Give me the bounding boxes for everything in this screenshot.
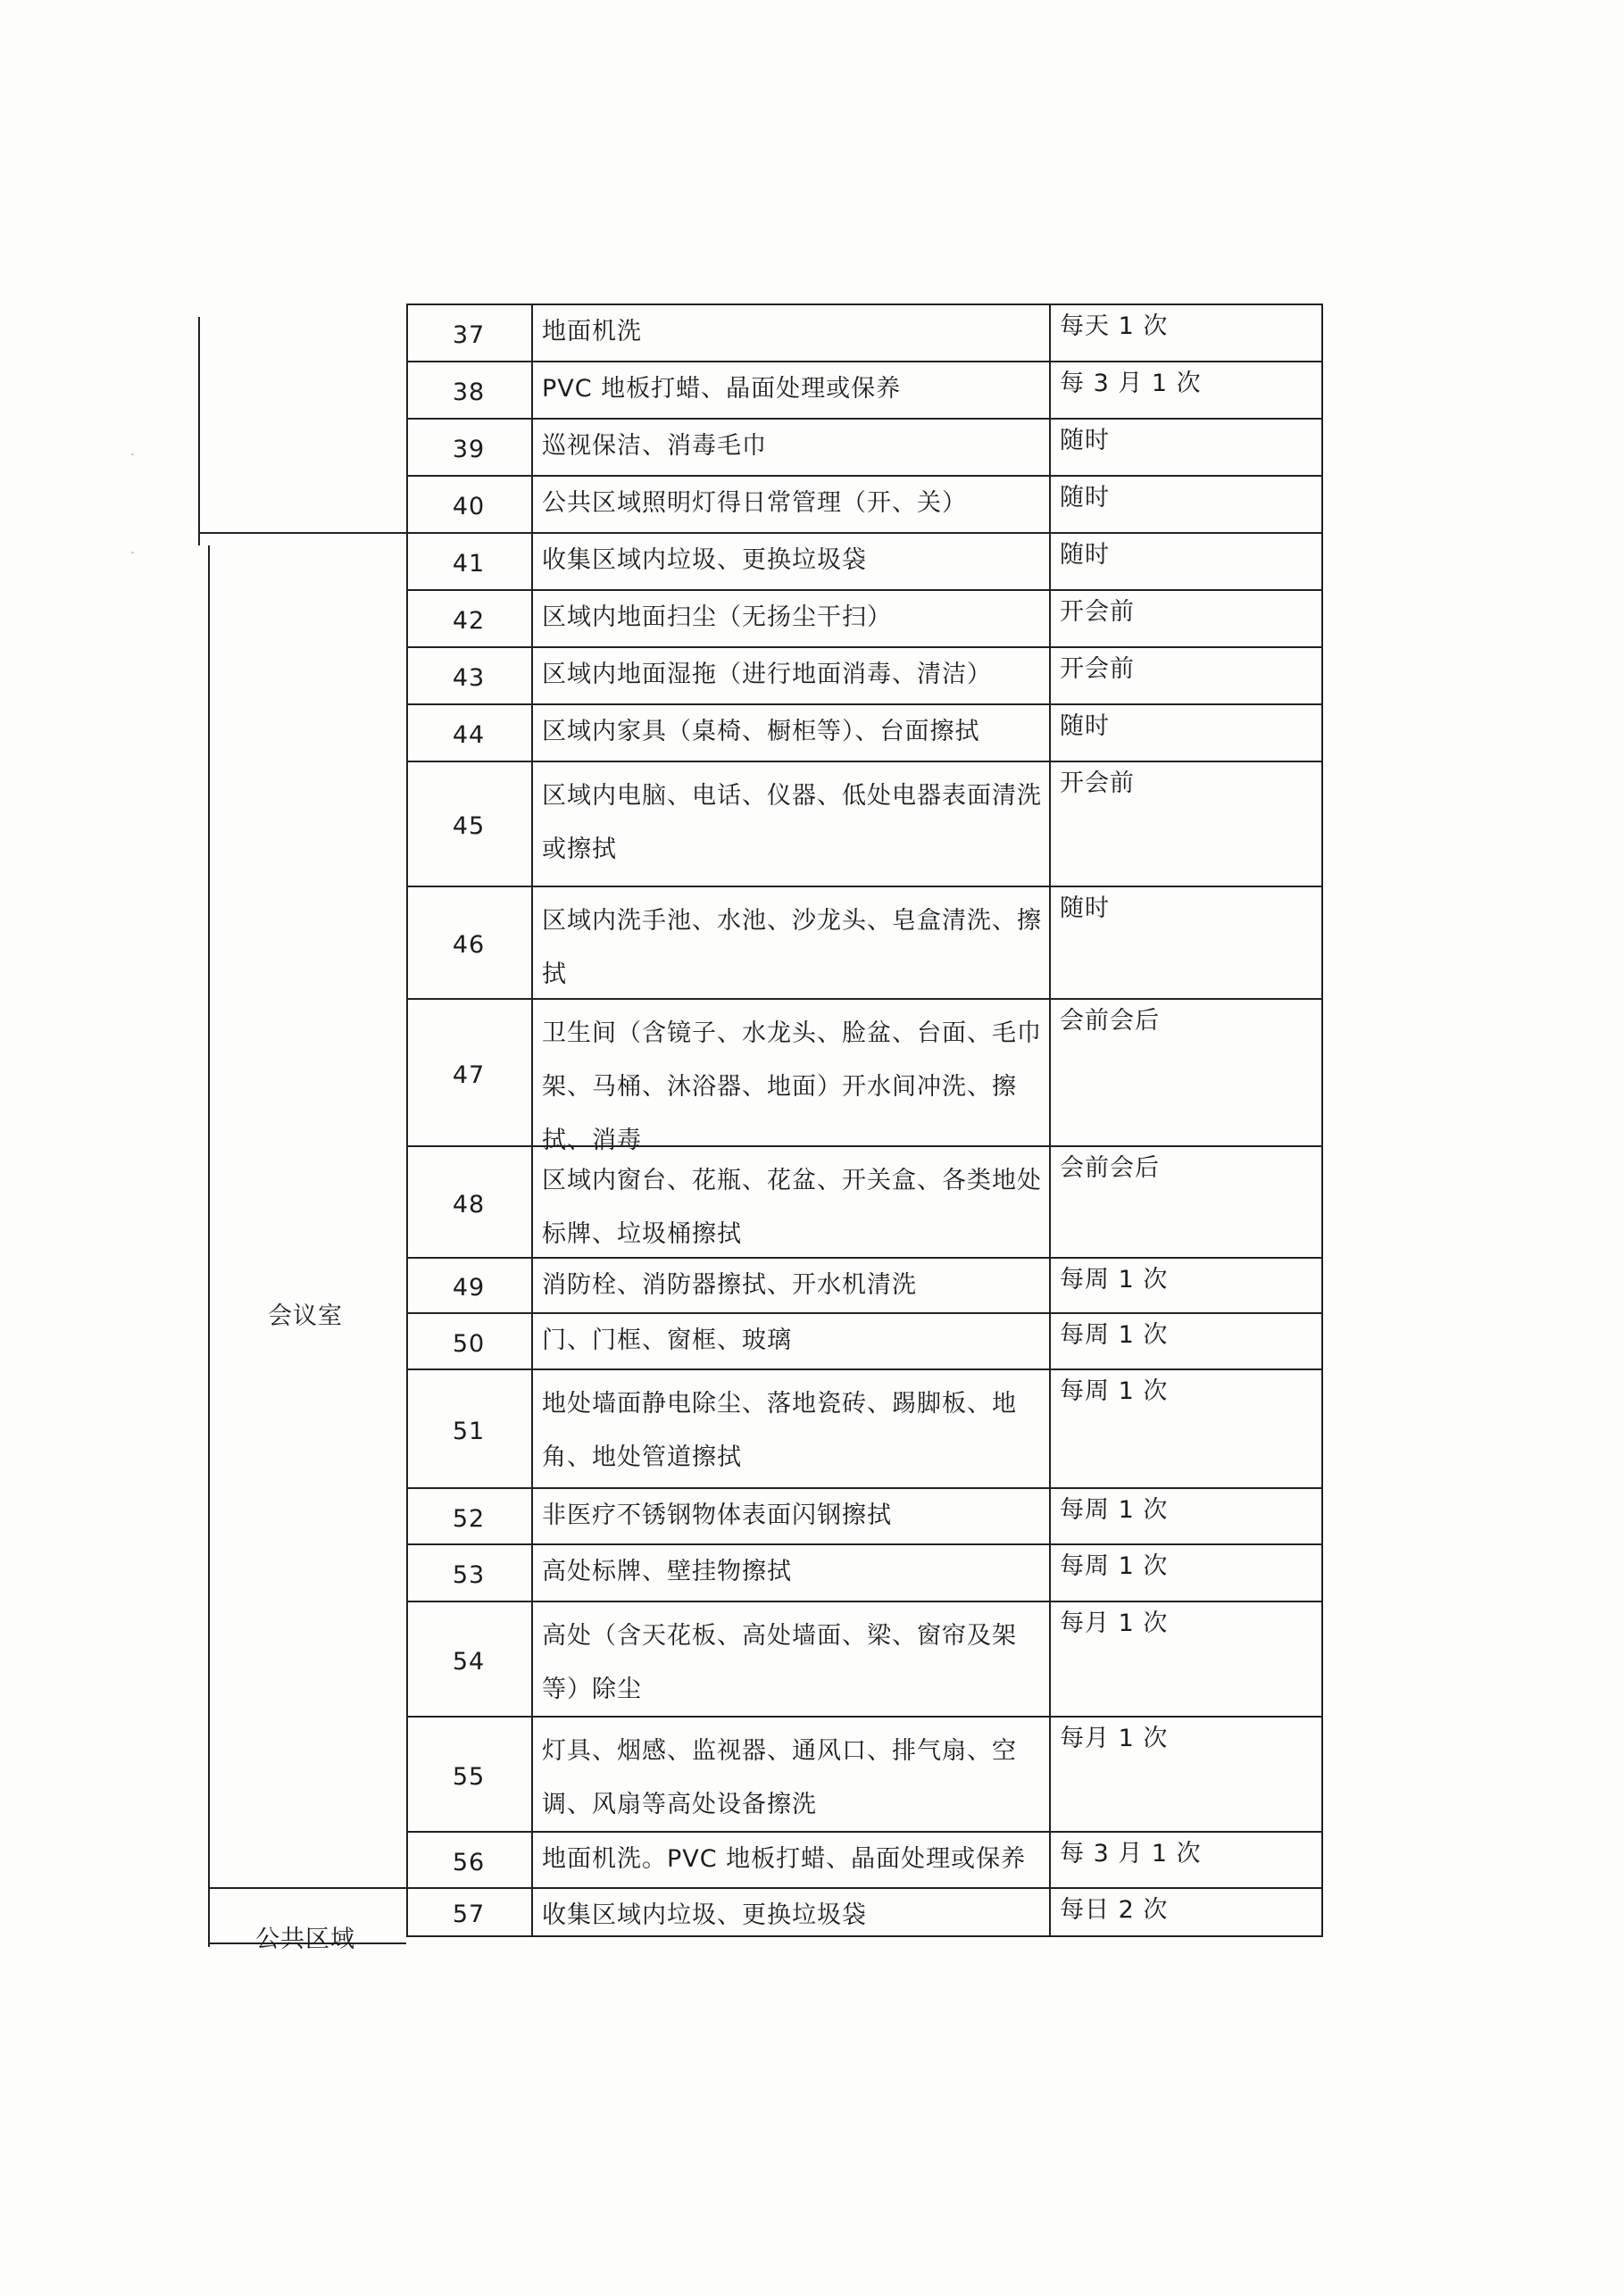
- row-number: 44: [452, 721, 486, 749]
- row-frequency: 随时: [1060, 427, 1110, 454]
- row-frequency: 开会前: [1060, 655, 1135, 683]
- row-border: [406, 304, 1323, 305]
- row-frequency: 每月 1 次: [1060, 1610, 1169, 1637]
- row-frequency: 每 3 月 1 次: [1060, 1840, 1202, 1868]
- area-label-public-area: 公共区域: [255, 1926, 355, 1953]
- row-number: 39: [452, 436, 486, 463]
- row-number: 43: [452, 664, 486, 692]
- row-border: [406, 1487, 1323, 1489]
- row-frequency: 随时: [1060, 712, 1110, 740]
- row-task: 区域内洗手池、水池、沙龙头、皂盒清洗、擦拭: [542, 907, 1042, 988]
- row-number: 42: [452, 607, 486, 635]
- row-task: 地处墙面静电除尘、落地瓷砖、踢脚板、地角、地处管道擦拭: [542, 1390, 1017, 1471]
- row-task: 区域内地面湿拖（进行地面消毒、清洁）: [542, 661, 992, 688]
- row-frequency: 会前会后: [1060, 1154, 1160, 1182]
- row-frequency: 每周 1 次: [1060, 1496, 1169, 1524]
- row-number: 37: [452, 321, 486, 349]
- area-left-border-top: [198, 317, 200, 545]
- row-number: 54: [452, 1648, 486, 1676]
- row-frequency: 每周 1 次: [1060, 1321, 1169, 1349]
- row-task: 卫生间（含镜子、水龙头、脸盆、台面、毛巾架、马桶、沐浴器、地面）开水间冲洗、擦拭、消毒: [542, 1019, 1042, 1154]
- row-task: 门、门框、窗框、玻璃: [542, 1327, 792, 1354]
- row-frequency: 每月 1 次: [1060, 1725, 1169, 1752]
- row-task: 地面机洗。PVC 地板打蜡、晶面处理或保养: [542, 1845, 1027, 1873]
- col-border-right: [1321, 304, 1323, 1937]
- row-frequency: 会前会后: [1060, 1007, 1160, 1035]
- row-number: 57: [452, 1901, 486, 1928]
- area-separator-meeting: [198, 532, 406, 534]
- row-number: 45: [452, 812, 486, 840]
- col-border-no-task: [531, 304, 533, 1935]
- row-frequency: 每周 1 次: [1060, 1377, 1169, 1405]
- scan-speck: [131, 552, 134, 553]
- row-task: 消防栓、消防器擦拭、开水机清洗: [542, 1271, 917, 1299]
- row-frequency: 随时: [1060, 484, 1110, 512]
- row-frequency: 开会前: [1060, 598, 1135, 626]
- row-task: 区域内电脑、电话、仪器、低处电器表面清洗或擦拭: [542, 782, 1042, 863]
- row-number: 40: [452, 493, 486, 520]
- row-number: 48: [452, 1191, 486, 1219]
- col-border-task-freq: [1049, 304, 1051, 1935]
- row-frequency: 每 3 月 1 次: [1060, 370, 1202, 397]
- row-task: 区域内窗台、花瓶、花盆、开关盒、各类地处标牌、垃圾桶擦拭: [542, 1167, 1042, 1248]
- row-number: 56: [452, 1849, 486, 1876]
- row-task: 非医疗不锈钢物体表面闪钢擦拭: [542, 1502, 892, 1529]
- row-number: 53: [452, 1561, 486, 1589]
- row-task: 区域内家具（桌椅、橱柜等）、台面擦拭: [542, 718, 980, 745]
- area-left-border-lower: [208, 545, 210, 1947]
- row-task: 高处标牌、壁挂物擦拭: [542, 1558, 792, 1585]
- row-number: 49: [452, 1274, 486, 1302]
- row-task: 巡视保洁、消毒毛巾: [542, 432, 767, 460]
- row-task: 灯具、烟感、监视器、通风口、排气扇、空调、风扇等高处设备擦洗: [542, 1737, 1017, 1818]
- row-number: 52: [452, 1505, 486, 1533]
- row-number: 50: [452, 1330, 486, 1358]
- row-task: 区域内地面扫尘（无扬尘干扫）: [542, 603, 892, 631]
- row-border: [406, 886, 1323, 887]
- row-frequency: 每天 1 次: [1060, 312, 1169, 340]
- row-number: 38: [452, 379, 486, 406]
- row-task: 公共区域照明灯得日常管理（开、关）: [542, 489, 967, 517]
- row-frequency: 每周 1 次: [1060, 1552, 1169, 1580]
- row-frequency: 开会前: [1060, 769, 1135, 797]
- scan-speck: [131, 453, 134, 455]
- row-task: 收集区域内垃圾、更换垃圾袋: [542, 546, 867, 574]
- row-task: 收集区域内垃圾、更换垃圾袋: [542, 1901, 867, 1929]
- row-frequency: 每日 2 次: [1060, 1896, 1169, 1924]
- row-frequency: 随时: [1060, 541, 1110, 569]
- row-task: PVC 地板打蜡、晶面处理或保养: [542, 375, 902, 403]
- row-number: 41: [452, 550, 486, 578]
- row-frequency: 随时: [1060, 894, 1110, 922]
- row-number: 55: [452, 1763, 486, 1791]
- row-number: 51: [452, 1418, 486, 1445]
- row-task: 地面机洗: [542, 318, 642, 345]
- row-number: 47: [452, 1061, 486, 1089]
- row-frequency: 每周 1 次: [1060, 1266, 1169, 1294]
- row-number: 46: [452, 931, 486, 959]
- row-task: 高处（含天花板、高处墙面、梁、窗帘及架等）除尘: [542, 1622, 1017, 1703]
- area-label-meeting-room: 会议室: [268, 1302, 343, 1330]
- area-separator-public: [208, 1887, 406, 1889]
